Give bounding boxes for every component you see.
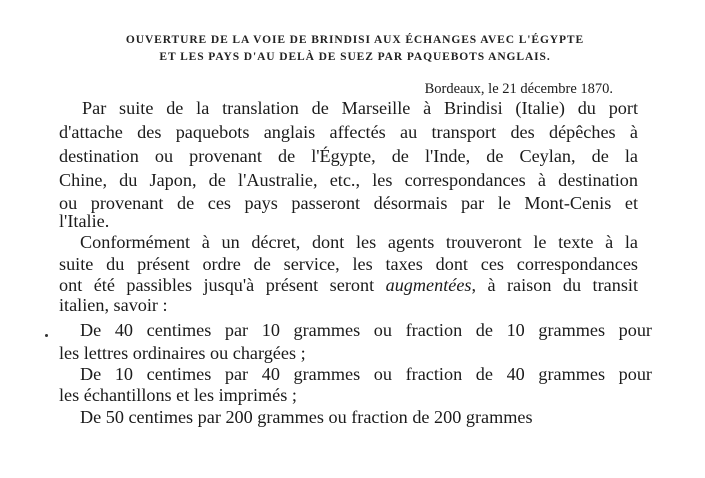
emphasis-augmentees: augmentées <box>385 275 472 295</box>
rate-1-line-1: De 40 centimes par 10 grammes ou fraction de 10 grammes pour <box>80 320 652 340</box>
paragraph2-line-3-text: ont été passibles jusqu'à présent seront <box>59 275 375 295</box>
rate-1-line-2: les lettres ordinaires ou chargées ; <box>59 343 306 363</box>
rate-2-line-2: les échantillons et les imprimés ; <box>59 385 297 405</box>
dateline: Bordeaux, le 21 décembre 1870. <box>424 81 613 97</box>
paragraph2-line-3-tail: , à raison du transit <box>471 275 639 295</box>
paragraph1-line-6: l'Italie. <box>59 211 110 231</box>
paragraph2-line-2: suite du présent ordre de service, les taxes dont ces correspondances <box>59 254 638 274</box>
paragraph1-line-5: ou provenant de ces pays passeront désormais par le Mont-Cenis et <box>59 193 638 213</box>
paragraph1-line-1: Par suite de la translation de Marseille à Brindisi (Italie) du port <box>82 98 638 118</box>
paragraph1-line-3: destination ou provenant de l'Égypte, de l'Inde, de Ceylan, de la <box>59 146 638 166</box>
heading-line-1: OUVERTURE DE LA VOIE DE BRINDISI AUX ÉCHANGES AVEC L'ÉGYPTE <box>125 34 585 46</box>
rate-2-line-1: De 10 centimes par 40 grammes ou fraction de 40 grammes pour <box>80 364 652 384</box>
rate-3-line-1: De 50 centimes par 200 grammes ou fraction de 200 grammes <box>80 407 533 427</box>
paragraph1-line-4: Chine, du Japon, de l'Australie, etc., les correspondances à destination <box>59 170 638 190</box>
paragraph2-line-1: Conformément à un décret, dont les agents trouveront le texte à la <box>80 232 638 252</box>
paragraph1-line-2: d'attache des paquebots anglais affectés au transport des dépêches à <box>59 122 638 142</box>
paragraph2-line-4: italien, savoir : <box>59 295 168 315</box>
margin-mark <box>45 334 48 337</box>
paragraph2-line-3 <box>59 275 638 295</box>
heading-line-2: ET LES PAYS D'AU DELÀ DE SUEZ PAR PAQUEBOTS ANGLAIS. <box>159 51 551 63</box>
